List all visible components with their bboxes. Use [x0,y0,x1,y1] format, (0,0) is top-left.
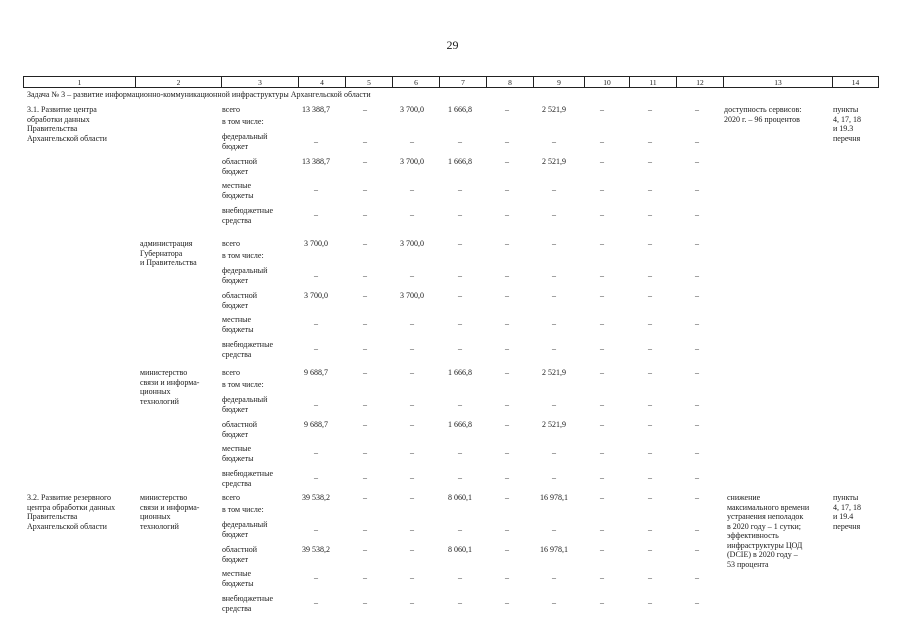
dash-cell: – [314,473,318,482]
value-cell: 1 666,8 [448,420,472,429]
dash-cell: – [458,473,462,482]
dash-cell: – [600,271,604,280]
dash-cell: – [363,137,367,146]
dash-cell: – [648,473,652,482]
text-line: технологий [140,396,179,406]
dash-cell: – [552,400,556,409]
text-line: федеральный [222,266,268,275]
dash-cell: – [695,344,699,353]
dash-cell: – [600,185,604,194]
value-cell: 8 060,1 [448,493,472,502]
text-line: центра обработки данных [27,502,116,512]
dash-cell: – [695,420,699,429]
text-line: бюджет [222,275,249,285]
dash-cell: – [458,525,462,534]
dash-cell: – [505,598,509,607]
value-cell: 3 700,0 [400,157,424,166]
text-line: 4, 17, 18 [833,502,861,512]
dash-cell: – [695,319,699,328]
row-label-federal [222,520,267,539]
dash-cell: – [505,271,509,280]
value-cell: 39 538,2 [302,545,330,554]
dash-cell: – [363,319,367,328]
text-line: 53 процента [727,559,769,569]
dash-cell: – [410,420,414,429]
col-header: 1 [24,77,136,88]
text-line: в 2020 году – 1 сутки; [727,521,802,531]
dash-cell: – [552,448,556,457]
dash-cell: – [314,598,318,607]
dash-cell: – [648,210,652,219]
text-line: внебюджетные [222,594,273,603]
text-line: министерство [140,368,188,377]
page-number: 29 [446,38,459,52]
row-label-oblast [222,420,257,439]
col-header: 4 [299,77,346,88]
dash-cell: – [600,493,604,502]
dash-cell: – [505,105,509,114]
dash-cell: – [552,573,556,582]
dash-cell: – [600,400,604,409]
text-line: связи и информа- [140,502,200,512]
dash-cell: – [648,344,652,353]
dash-cell: – [600,598,604,607]
dash-cell: – [695,210,699,219]
text-line: и 19.3 [833,124,854,133]
dash-cell: – [410,137,414,146]
dash-cell: – [410,493,414,502]
dash-cell: – [363,271,367,280]
text-line: связи и информа- [140,377,200,387]
dash-cell: – [505,400,509,409]
value-cell: 9 688,7 [304,420,328,429]
dash-cell: – [314,448,318,457]
dash-cell: – [552,210,556,219]
dash-cell: – [695,598,699,607]
dash-cell: – [410,185,414,194]
dash-cell: – [600,420,604,429]
text-line: Губернатора [140,248,183,258]
dash-cell: – [552,525,556,534]
text-line: бюджет [222,300,249,310]
row-label-mestnye [222,315,254,334]
dash-cell: – [314,185,318,194]
dash-cell: – [363,239,367,248]
dash-cell: – [600,105,604,114]
text-line: бюджет [222,429,249,439]
text-line: максимального времени [727,502,810,512]
dash-cell: – [648,545,652,554]
text-line: пункты [833,493,859,502]
text-line: внебюджетные [222,206,273,215]
dash-cell: – [458,271,462,280]
dash-cell: – [505,137,509,146]
dash-cell: – [600,473,604,482]
dash-cell: – [695,525,699,534]
text-line: (DCIE) в 2020 году – [727,550,798,559]
row-label-mestnye [222,181,254,200]
dash-cell: – [458,573,462,582]
dash-cell: – [600,137,604,146]
row-label-vnebudzh [222,594,273,613]
row-label-oblast [222,545,257,564]
text-line: и 19.4 [833,512,854,521]
value-cell: 16 978,1 [540,545,568,554]
dash-cell: – [648,157,652,166]
dash-cell: – [410,344,414,353]
value-cell: 9 688,7 [304,368,328,377]
dash-cell: – [552,598,556,607]
text-line: ционных [140,387,171,396]
dash-cell: – [648,573,652,582]
dash-cell: – [363,448,367,457]
dash-cell: – [695,545,699,554]
text-line: местные [222,444,252,453]
dash-cell: – [552,185,556,194]
value-cell: 1 666,8 [448,368,472,377]
dash-cell: – [600,545,604,554]
dash-cell: – [648,239,652,248]
text-line: бюджеты [222,453,254,463]
row-label-oblast [222,291,257,310]
text-line: устранения неполадок [727,512,804,521]
row-label-oblast [222,157,257,176]
value-cell: 3 700,0 [400,239,424,248]
dash-cell: – [505,239,509,248]
dash-cell: – [410,473,414,482]
text-line: эффективность [727,531,779,540]
text-line: областной [222,545,258,554]
task-title: Задача № 3 – развитие информационно-коммуникационной инфраструктуры Архангельской области [27,90,371,99]
text-line: внебюджетные [222,340,273,349]
text-line: бюджеты [222,190,254,200]
dash-cell: – [695,271,699,280]
dash-cell: – [552,137,556,146]
item-3-2-indicator [727,493,809,569]
row-label-v-tom-chisle: в том числе: [222,251,264,260]
row-label-v-tom-chisle: в том числе: [222,380,264,389]
dash-cell: – [648,319,652,328]
dash-cell: – [314,344,318,353]
text-line: министерство [140,493,188,502]
dash-cell: – [695,493,699,502]
dash-cell: – [458,210,462,219]
text-line: перечня [833,521,861,531]
col-header: 12 [677,77,724,88]
dash-cell: – [600,239,604,248]
text-line: средства [222,478,252,488]
dash-cell: – [600,210,604,219]
text-line: областной [222,420,258,429]
text-line: доступность сервисов: [724,105,802,114]
dash-cell: – [363,598,367,607]
col-header: 8 [487,77,534,88]
text-line: средства [222,349,252,359]
dash-cell: – [363,400,367,409]
dash-cell: – [505,368,509,377]
value-cell: 16 978,1 [540,493,568,502]
col-header: 3 [222,77,299,88]
dash-cell: – [552,291,556,300]
text-line: Правительства [27,124,78,133]
text-line: обработки данных [27,114,90,124]
row-label-federal [222,132,267,151]
dash-cell: – [648,448,652,457]
row-label-vsego: всего [222,239,241,248]
dash-cell: – [363,525,367,534]
dash-cell: – [363,344,367,353]
text-line: областной [222,157,258,166]
dash-cell: – [458,185,462,194]
dash-cell: – [505,157,509,166]
dash-cell: – [505,185,509,194]
dash-cell: – [552,239,556,248]
text-line: бюджет [222,404,249,414]
dash-cell: – [648,185,652,194]
dash-cell: – [458,400,462,409]
dash-cell: – [600,573,604,582]
dash-cell: – [600,344,604,353]
dash-cell: – [695,448,699,457]
dash-cell: – [648,525,652,534]
dash-cell: – [410,573,414,582]
dash-cell: – [458,291,462,300]
dash-cell: – [695,473,699,482]
value-cell: 8 060,1 [448,545,472,554]
dash-cell: – [552,344,556,353]
value-cell: 2 521,9 [542,157,566,166]
dash-cell: – [505,525,509,534]
col-header: 7 [440,77,487,88]
text-line: бюджеты [222,578,254,588]
dash-cell: – [505,319,509,328]
dash-cell: – [410,210,414,219]
dash-cell: – [363,105,367,114]
dash-cell: – [410,319,414,328]
dash-cell: – [600,525,604,534]
dash-cell: – [410,545,414,554]
text-line: внебюджетные [222,469,273,478]
value-cell: 1 666,8 [448,105,472,114]
dash-cell: – [314,525,318,534]
row-label-federal [222,266,267,285]
dash-cell: – [600,291,604,300]
dash-cell: – [363,573,367,582]
value-cell: 13 388,7 [302,157,330,166]
text-line: местные [222,315,252,324]
dash-cell: – [314,400,318,409]
row-label-v-tom-chisle: в том числе: [222,117,264,126]
dash-cell: – [363,157,367,166]
col-header: 5 [346,77,393,88]
text-line: федеральный [222,520,268,529]
text-line: пункты [833,105,859,114]
text-line: средства [222,215,252,225]
dash-cell: – [314,271,318,280]
dash-cell: – [458,344,462,353]
row-label-federal [222,395,267,414]
text-line: Архангельской области [27,521,107,531]
row-label-mestnye [222,444,254,463]
executor-ministry-2 [140,493,199,531]
dash-cell: – [458,239,462,248]
text-line: технологий [140,521,179,531]
dash-cell: – [314,573,318,582]
text-line: инфраструктуры ЦОД [727,540,803,550]
dash-cell: – [648,105,652,114]
dash-cell: – [695,137,699,146]
dash-cell: – [552,271,556,280]
row-label-vsego: всего [222,105,241,114]
item-3-2-points [833,493,861,531]
text-line: местные [222,569,252,578]
dash-cell: – [505,448,509,457]
dash-cell: – [552,319,556,328]
dash-cell: – [458,448,462,457]
value-cell: 1 666,8 [448,157,472,166]
dash-cell: – [410,598,414,607]
item-3-1-name [27,105,107,143]
dash-cell: – [458,319,462,328]
text-line: 2020 г. – 96 процентов [724,114,800,124]
dash-cell: – [410,400,414,409]
dash-cell: – [505,545,509,554]
dash-cell: – [505,573,509,582]
dash-cell: – [648,271,652,280]
text-line: бюджеты [222,324,254,334]
dash-cell: – [648,420,652,429]
col-header: 13 [724,77,833,88]
dash-cell: – [505,420,509,429]
dash-cell: – [600,157,604,166]
col-header: 2 [136,77,222,88]
dash-cell: – [648,137,652,146]
text-line: 3.2. Развитие резервного [27,493,112,502]
text-line: бюджет [222,141,249,151]
value-cell: 2 521,9 [542,420,566,429]
dash-cell: – [695,157,699,166]
value-cell: 2 521,9 [542,105,566,114]
text-line: 4, 17, 18 [833,114,861,124]
text-line: 3.1. Развитие центра [27,105,97,114]
dash-cell: – [600,368,604,377]
dash-cell: – [648,291,652,300]
value-cell: 13 388,7 [302,105,330,114]
text-line: перечня [833,133,861,143]
row-label-vnebudzh [222,469,273,488]
col-header: 6 [393,77,440,88]
row-label-mestnye [222,569,254,588]
dash-cell: – [458,598,462,607]
dash-cell: – [648,493,652,502]
row-label-vsego: всего [222,368,241,377]
value-cell: 3 700,0 [400,291,424,300]
col-header: 11 [630,77,677,88]
row-label-v-tom-chisle: в том числе: [222,505,264,514]
dash-cell: – [600,319,604,328]
column-number-header [23,76,879,88]
dash-cell: – [505,210,509,219]
dash-cell: – [695,291,699,300]
dash-cell: – [314,210,318,219]
dash-cell: – [648,368,652,377]
dash-cell: – [505,493,509,502]
item-3-1-points [833,105,861,143]
col-header: 9 [534,77,585,88]
dash-cell: – [363,185,367,194]
executor-ministry [140,368,199,406]
dash-cell: – [363,420,367,429]
dash-cell: – [505,291,509,300]
text-line: снижение [727,493,761,502]
dash-cell: – [648,400,652,409]
dash-cell: – [363,493,367,502]
dash-cell: – [458,137,462,146]
item-3-2-name [27,493,115,531]
text-line: Правительства [27,512,78,521]
dash-cell: – [363,291,367,300]
text-line: бюджет [222,529,249,539]
dash-cell: – [363,210,367,219]
dash-cell: – [695,185,699,194]
text-line: средства [222,603,252,613]
dash-cell: – [410,271,414,280]
text-line: бюджет [222,554,249,564]
dash-cell: – [505,473,509,482]
value-cell: 3 700,0 [304,239,328,248]
text-line: бюджет [222,166,249,176]
dash-cell: – [314,137,318,146]
dash-cell: – [600,448,604,457]
dash-cell: – [695,368,699,377]
text-line: и Правительства [140,258,197,267]
executor-admin [140,239,197,268]
dash-cell: – [410,368,414,377]
dash-cell: – [695,239,699,248]
item-3-1-indicator [724,105,801,124]
col-header: 14 [833,77,879,88]
dash-cell: – [410,448,414,457]
text-line: местные [222,181,252,190]
text-line: областной [222,291,258,300]
dash-cell: – [695,573,699,582]
row-label-vsego: всего [222,493,241,502]
dash-cell: – [363,545,367,554]
text-line: федеральный [222,132,268,141]
dash-cell: – [695,105,699,114]
text-line: Архангельской области [27,133,107,143]
row-label-vnebudzh [222,206,273,225]
col-header: 10 [585,77,630,88]
row-label-vnebudzh [222,340,273,359]
text-line: ционных [140,512,171,521]
dash-cell: – [314,319,318,328]
text-line: федеральный [222,395,268,404]
dash-cell: – [410,525,414,534]
text-line: администрация [140,239,193,248]
dash-cell: – [648,598,652,607]
dash-cell: – [552,473,556,482]
dash-cell: – [505,344,509,353]
dash-cell: – [363,473,367,482]
value-cell: 3 700,0 [304,291,328,300]
value-cell: 2 521,9 [542,368,566,377]
value-cell: 39 538,2 [302,493,330,502]
dash-cell: – [363,368,367,377]
value-cell: 3 700,0 [400,105,424,114]
dash-cell: – [695,400,699,409]
